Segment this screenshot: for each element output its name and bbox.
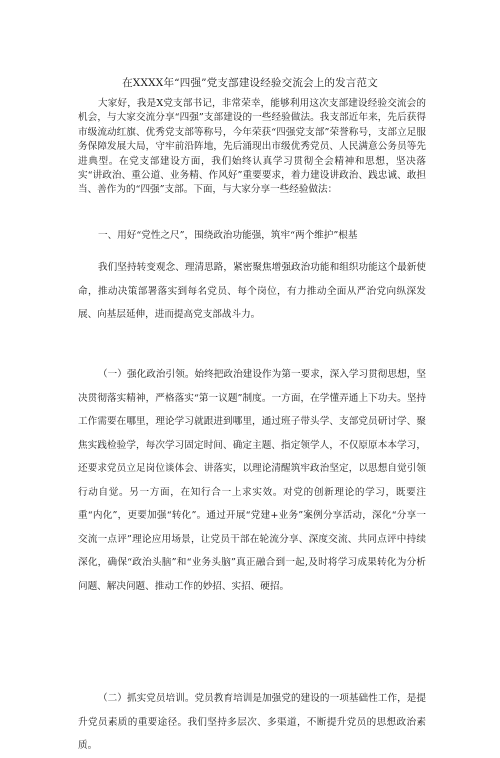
body-paragraph-1: 我们坚持转变观念、理清思路，紧密聚焦增强政治功能和组织功能这个最新使命，推动决策部署落实到每名党员、每个岗位，有力推动全面从严治党向纵深发展、向基层延伸，进而提高党支部战斗力。 xyxy=(78,262,426,320)
document-title: 在XXXX年“四强”党支部建设经验交流会上的发言范文 xyxy=(122,77,378,89)
body-paragraph-2: （一）强化政治引领。始终把政治建设作为第一要求，深入学习贯彻思想，坚决贯彻落实精神，严格落实“第一议题”制度。一方面，在学懂弄通上下功夫。坚持工作需要在哪里，理论学习就跟进到哪里，通过班子带头学、支部党员研讨学、聚焦实践检验学，每次学习固定时间、确定主题、指定领学人，不仅原原本本学习，还要求党员立足岗位谈体会、讲落实，以理论清醒筑牢政治坚定，以思想自觉引领行动自觉。另一方面，在知行合一上求实效。对党的创新理论的学习，既要注重“内化”，更要加强“转化”。通过开展“党建+业务”案例分享活动，深化“分享一交流一点评”理论应用场景，让党员干部在轮流分享、深度交流、共同点评中持续深化，确保“政治头脑”和“业务头脑”真正融合到一起,及时将学习成果转化为分析问题、解决问题、推动工作的妙招、实招、硬招。 xyxy=(78,369,426,592)
section-heading-1: 一、用好“党性之尺”，围绕政治功能强，筑牢“两个维护”根基 xyxy=(98,230,358,241)
body-paragraph-3: （二）抓实党员培训。党员教育培训是加强党的建设的一项基础性工作，是提升党员素质的重要途径。我们坚持多层次、多渠道，不断提升党员的思想政治素质。 xyxy=(78,693,426,751)
intro-paragraph: 大家好，我是X党支部书记，非常荣幸，能够利用这次支部建设经验交流会的机会，与大家交流分享“四强”支部建设的一些经验做法。我支部近年来，先后获得市级流动红旗、优秀党支部等称号，今年荣获“四强党支部”荣誉称号，支部立足服务保障发展大局，守牢前沿阵地，先后涌现出市级优秀党员、人民满意公务员等先进典型。在党支部建设方面，我们始终认真学习贯彻全会精神和思想，坚决落实“讲政治、重公道、业务精、作风好”重要要求，着力建设讲政治、践忠诚、敢担当、善作为的“四强”支部。下面，与大家分享一些经验做法： xyxy=(78,98,426,196)
